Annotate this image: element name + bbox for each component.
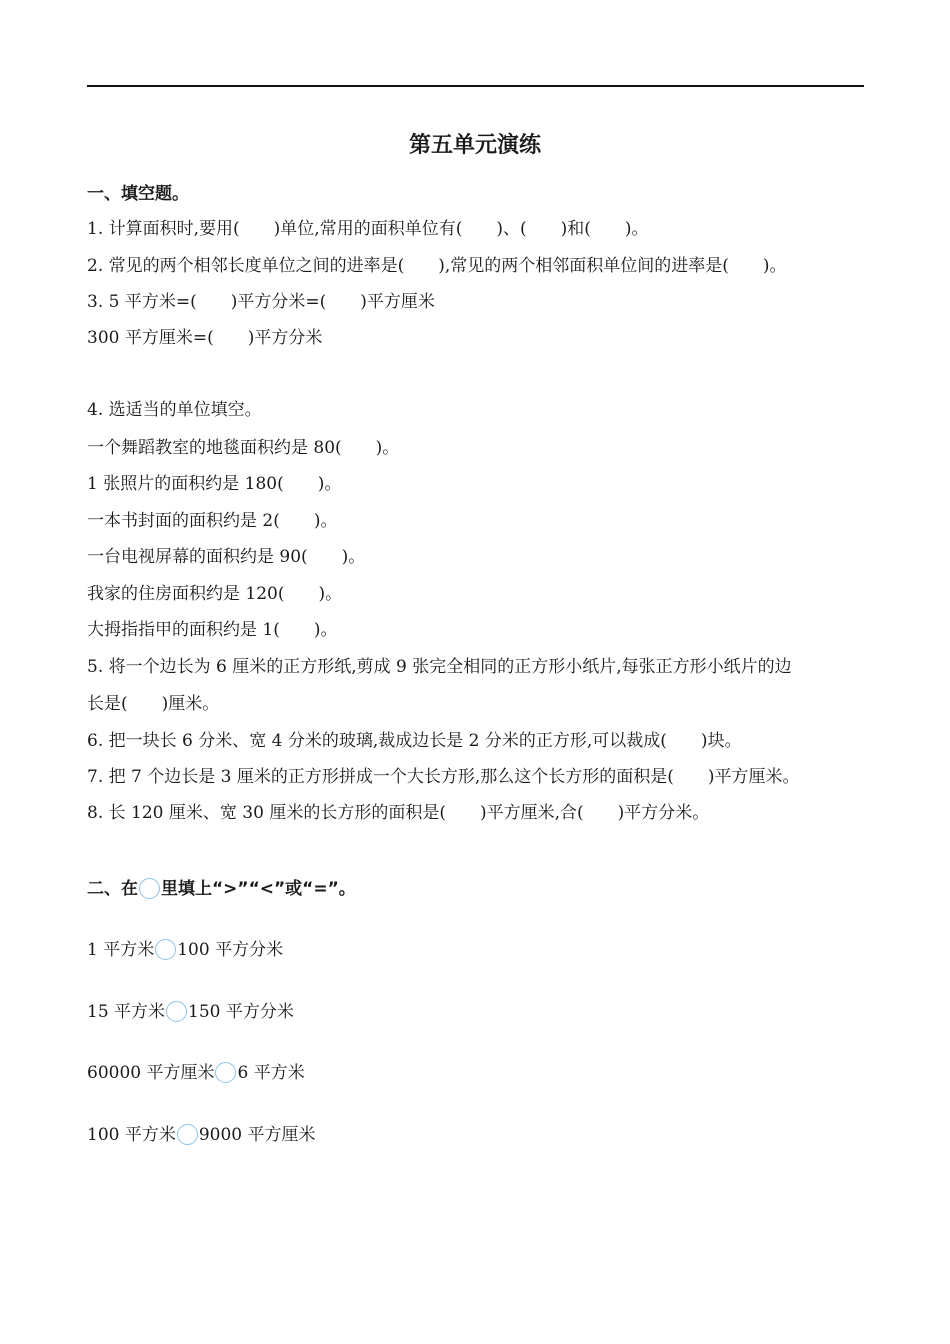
compare-item [87, 938, 283, 962]
compare-item [87, 1000, 294, 1024]
question-3-part-a: 3. 5 平方米=( )平方分米=( )平方厘米 [87, 292, 435, 312]
question-4-item: 一台电视屏幕的面积约是 90( )。 [87, 547, 366, 567]
question-4-item: 一个舞蹈教室的地毯面积约是 80( )。 [87, 438, 400, 458]
compare-left: 60000 平方厘米 [87, 1063, 215, 1083]
question-1: 1. 计算面积时,要用( )单位,常用的面积单位有( )、( )和( )。 [87, 219, 649, 239]
answer-circle-icon[interactable] [166, 1001, 187, 1022]
answer-circle-icon[interactable] [215, 1062, 236, 1083]
section-heading-compare [87, 877, 356, 901]
compare-item [87, 1123, 316, 1147]
question-4-item: 1 张照片的面积约是 180( )。 [87, 474, 342, 494]
question-6: 6. 把一块长 6 分米、宽 4 分米的玻璃,裁成边长是 2 分米的正方形,可以裁成( )块。 [87, 731, 742, 751]
question-8: 8. 长 120 厘米、宽 30 厘米的长方形的面积是( )平方厘米,合( )平方分米。 [87, 803, 710, 823]
heading-text-pre: 二、在 [87, 879, 138, 899]
question-5-line-2: 长是( )厘米。 [87, 694, 220, 714]
compare-right: 6 平方米 [237, 1063, 305, 1083]
question-4-item: 大拇指指甲的面积约是 1( )。 [87, 620, 338, 640]
question-4: 4. 选适当的单位填空。 [87, 400, 262, 420]
answer-circle-icon[interactable] [177, 1124, 198, 1145]
compare-right: 150 平方分米 [188, 1002, 294, 1022]
question-2: 2. 常见的两个相邻长度单位之间的进率是( ),常见的两个相邻面积单位间的进率是( )。 [87, 256, 787, 276]
top-rule [87, 85, 864, 87]
heading-text-post: 里填上“>”“<”或“=”。 [161, 879, 356, 899]
section-heading-fill-blank: 一、填空题。 [87, 184, 189, 204]
compare-item [87, 1061, 305, 1085]
compare-left: 15 平方米 [87, 1002, 166, 1022]
page-title: 第五单元演练 [408, 133, 541, 158]
compare-left: 1 平方米 [87, 940, 155, 960]
question-7: 7. 把 7 个边长是 3 厘米的正方形拼成一个大长方形,那么这个长方形的面积是( )平方厘米。 [87, 767, 800, 787]
compare-left: 100 平方米 [87, 1125, 176, 1145]
question-3-part-b: 300 平方厘米=( )平方分米 [87, 328, 323, 348]
question-4-item: 一本书封面的面积约是 2( )。 [87, 511, 338, 531]
compare-right: 100 平方分米 [177, 940, 284, 960]
compare-right: 9000 平方厘米 [198, 1125, 316, 1145]
question-4-item: 我家的住房面积约是 120( )。 [87, 584, 343, 604]
answer-circle-icon[interactable] [155, 939, 176, 960]
question-5-line-1: 5. 将一个边长为 6 厘米的正方形纸,剪成 9 张完全相同的正方形小纸片,每张正方形小纸片的边 [87, 657, 792, 677]
answer-circle-icon [139, 878, 160, 899]
